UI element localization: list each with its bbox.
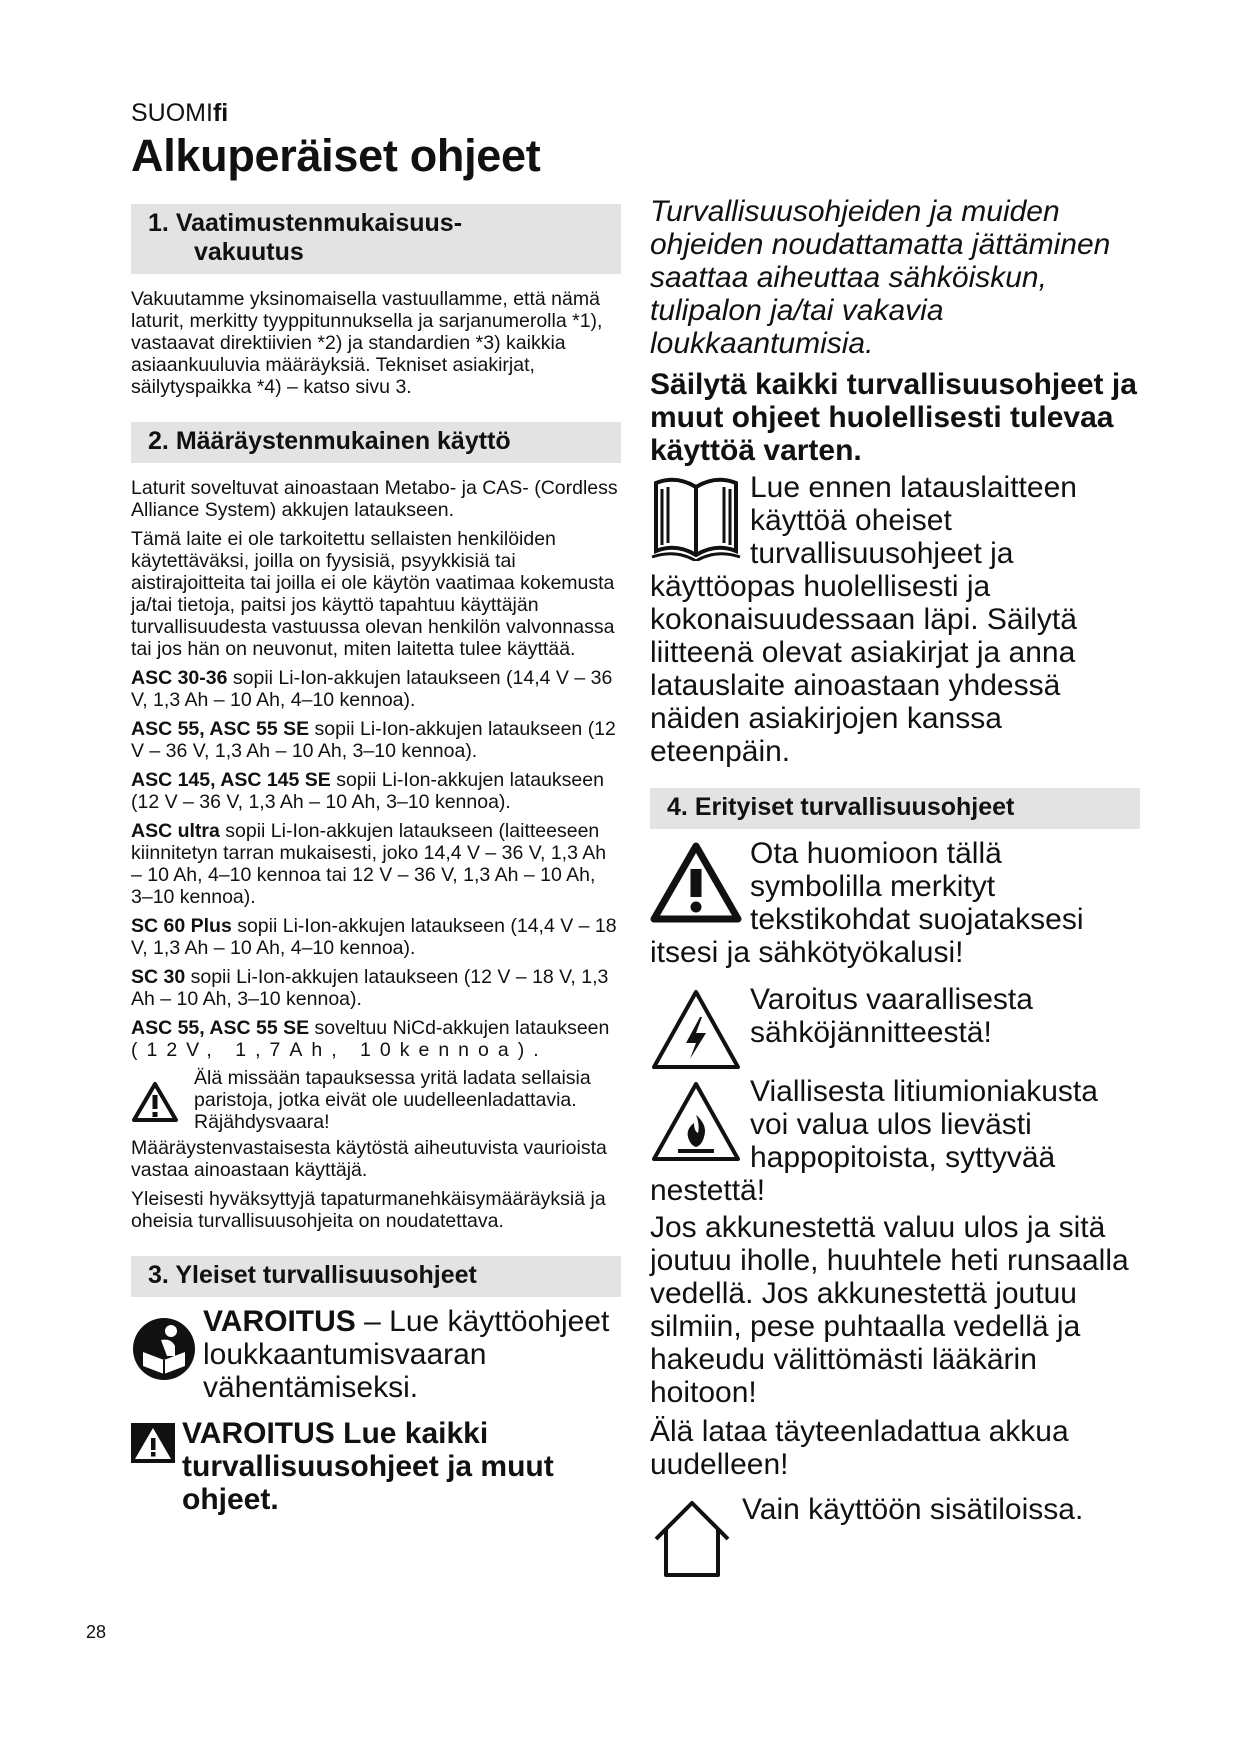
model-sc-30 bbox=[131, 966, 621, 1010]
non-rechargeable-warning bbox=[131, 1067, 621, 1133]
read-manual-icon bbox=[131, 1316, 197, 1382]
attention-text: Ota huomioon tällä symbolilla merkityt tekstikohdat suojataksesi itsesi ja sähkötyökalusi! bbox=[650, 837, 1084, 969]
skin-contact-text: Jos akkunestettä valuu ulos ja sitä joutuu iholle, huuhtele heti runsaalla vedellä. Jos akkunestettä joutuu silmiin, pese puhtaalla vedellä ja hakeudu välittömästi lääkärin hoitoon! bbox=[650, 1211, 1129, 1409]
keep-instructions-text: Säilytä kaikki turvallisuusohjeet ja muut ohjeet huolellisesti tulevaa käyttöä varten. bbox=[650, 368, 1137, 467]
model-name: ASC ultra bbox=[131, 820, 220, 842]
regulations-text: Yleisesti hyväksyttyjä tapaturmanehkäisymääräyksiä ja oheisia turvallisuusohjeita on noudatettava. bbox=[131, 1188, 606, 1232]
model-asc-55 bbox=[131, 718, 621, 762]
model-name: SC 30 bbox=[131, 966, 186, 988]
no-recharge-text: Älä lataa täyteenladattua akkua uudelleen! bbox=[650, 1415, 1069, 1481]
model-name: ASC 30-36 bbox=[131, 667, 228, 689]
flammable-icon bbox=[650, 1079, 742, 1163]
warning-text: – Lue käyttöohjeet loukkaantumisvaaran vähentämiseksi. bbox=[203, 1305, 610, 1404]
indoor-text: Vain käyttöön sisätiloissa. bbox=[742, 1493, 1084, 1526]
declaration-text: Vakuutamme yksinomaisella vastuullamme, että nämä laturit, merkitty tyyppitunnuksella ja sarjanumerolla *1), vastaavat direktiivien *2) ja standardien *3) kaikkia asiaankuuluvia määräyksiä. Tekniset asiakirjat, säilytyspaikka *4) – katso sivu 3. bbox=[131, 288, 603, 398]
warning-triangle-icon bbox=[131, 1081, 179, 1123]
open-book-icon bbox=[650, 475, 742, 561]
section-1-title-line2: vakuutus bbox=[194, 238, 304, 266]
flammable-liquid-warning bbox=[650, 1075, 1140, 1207]
model-spec: sopii Li-Ion-akkujen lataukseen (12 V – 36 V, 1,3 Ah – 10 Ah, 3–10 kennoa). bbox=[131, 769, 604, 813]
voltage-text: Varoitus vaarallisesta sähköjännitteestä! bbox=[750, 983, 1033, 1049]
model-name: ASC 55, ASC 55 SE bbox=[131, 718, 310, 740]
leak-text: Viallisesta litiumioniakusta voi valua ulos lievästi happopitoista, syttyvää nestettä! bbox=[650, 1075, 1098, 1207]
right-column bbox=[650, 195, 1140, 1579]
warning-text: Älä missään tapauksessa yritä ladata sellaisia paristoja, jotka eivät ole uudelleenladattavia. Räjähdysvaara! bbox=[194, 1067, 591, 1133]
warning-label: VAROITUS bbox=[203, 1305, 356, 1338]
read-manual-warning bbox=[131, 1305, 621, 1404]
attention-symbol-text bbox=[650, 837, 1140, 969]
charger-compat-text: Laturit soveltuvat ainoastaan Metabo- ja CAS- (Cordless Alliance System) akkujen lataukseen. bbox=[131, 477, 618, 521]
model-sc-60-plus bbox=[131, 915, 621, 959]
warning-bold-text: VAROITUS Lue kaikki turvallisuusohjeet ja muut ohjeet. bbox=[182, 1417, 554, 1516]
model-spec: soveltuu NiCd-akkujen lataukseen bbox=[309, 1017, 610, 1039]
section-2-title: Määräystenmukainen käyttö bbox=[175, 427, 511, 455]
model-name: ASC 55, ASC 55 SE bbox=[131, 1017, 310, 1039]
model-spec: sopii Li-Ion-akkujen lataukseen (14,4 V – 36 V, 1,3 Ah – 10 Ah, 4–10 kennoa). bbox=[131, 667, 613, 711]
section-4-title: Erityiset turvallisuusohjeet bbox=[694, 793, 1015, 821]
indoor-use-note bbox=[650, 1493, 1140, 1579]
section-1-title-line1: Vaatimustenmukaisuus- bbox=[175, 209, 463, 237]
left-column bbox=[131, 204, 621, 1516]
warning-triangle-icon bbox=[650, 841, 742, 923]
section-3-title: Yleiset turvallisuusohjeet bbox=[175, 1261, 477, 1289]
intended-users-text: Tämä laite ei ole tarkoitettu sellaisten henkilöiden käytettäväksi, joilla on fyysisiä, psyykkisiä tai aistirajoitteita tai joilla ei ole käytön vaatimaa kokemusta ja/tai tietoja, paitsi jos käyttö tapahtuu käyttäjän turvallisuudesta vastuussa olevan henkilön valvonnassa tai jos hän on neuvonut, miten laitetta tulee käyttää. bbox=[131, 528, 615, 660]
page-title: Alkuperäiset ohjeet bbox=[131, 130, 541, 181]
language-code: fi bbox=[212, 99, 229, 127]
model-name: ASC 145, ASC 145 SE bbox=[131, 769, 331, 791]
model-spec: sopii Li-Ion-akkujen lataukseen (laitteeseen kiinnitetyn tarran mukaisesti, joko 14,4 V – 36 V, 1,3 Ah – 10 Ah, 4–10 kennoa tai 12 V – 36 V, 1,3 Ah – 10 Ah, 3–10 kennoa). bbox=[131, 820, 607, 908]
section-2-heading bbox=[131, 422, 621, 463]
warning-triangle-box-icon bbox=[131, 1423, 175, 1463]
model-asc-145 bbox=[131, 769, 621, 813]
read-before-use: Lue ennen latauslaitteen käyttöä oheiset turvallisuusohjeet ja käyttöopas huolellisesti ja kokonaisuudessaan läpi. Säilytä liitteenä olevat asiakirjat ja anna latauslaite ainoastaan yhdessä näiden asiakirjojen kanssa eteenpäin. bbox=[650, 471, 1077, 768]
model-name: SC 60 Plus bbox=[131, 915, 232, 937]
section-3-number: 3. bbox=[148, 1261, 169, 1289]
house-icon bbox=[650, 1497, 734, 1579]
section-3-heading bbox=[131, 1256, 621, 1297]
model-nicd-spec: (12V, 1,7Ah, 10kennoa). bbox=[131, 1039, 548, 1061]
model-spec: sopii Li-Ion-akkujen lataukseen (14,4 V – 18 V, 1,3 Ah – 10 Ah, 4–10 kennoa). bbox=[131, 915, 617, 959]
voltage-warning bbox=[650, 983, 1140, 1073]
section-1-number: 1. bbox=[148, 209, 169, 237]
section-4-number: 4. bbox=[667, 793, 688, 821]
read-before-use-text bbox=[650, 471, 1140, 768]
language-label bbox=[131, 99, 228, 128]
section-4-heading bbox=[650, 788, 1140, 829]
model-spec: sopii Li-Ion-akkujen lataukseen (12 V – 18 V, 1,3 Ah – 10 Ah, 3–10 kennoa). bbox=[131, 966, 609, 1010]
read-all-instructions-warning bbox=[131, 1417, 621, 1516]
page-number: 28 bbox=[86, 1622, 107, 1642]
language-name: SUOMI bbox=[131, 99, 213, 127]
model-asc-ultra bbox=[131, 820, 621, 908]
warning-consequence-text: Turvallisuusohjeiden ja muiden ohjeiden noudattamatta jättäminen saattaa aiheuttaa sähköiskun, tulipalon ja/tai vakavia loukkaantumisia. bbox=[650, 195, 1111, 360]
model-asc-55-nicd bbox=[131, 1017, 621, 1061]
model-asc-30-36 bbox=[131, 667, 621, 711]
section-1-heading bbox=[131, 204, 621, 274]
model-spec: sopii Li-Ion-akkujen lataukseen (12 V – 36 V, 1,3 Ah – 10 Ah, 3–10 kennoa). bbox=[131, 718, 616, 762]
section-2-number: 2. bbox=[148, 427, 169, 455]
electric-shock-icon bbox=[650, 987, 742, 1071]
misuse-liability-text: Määräystenvastaisesta käytöstä aiheutuvista vaurioista vastaa ainoastaan käyttäjä. bbox=[131, 1137, 607, 1181]
